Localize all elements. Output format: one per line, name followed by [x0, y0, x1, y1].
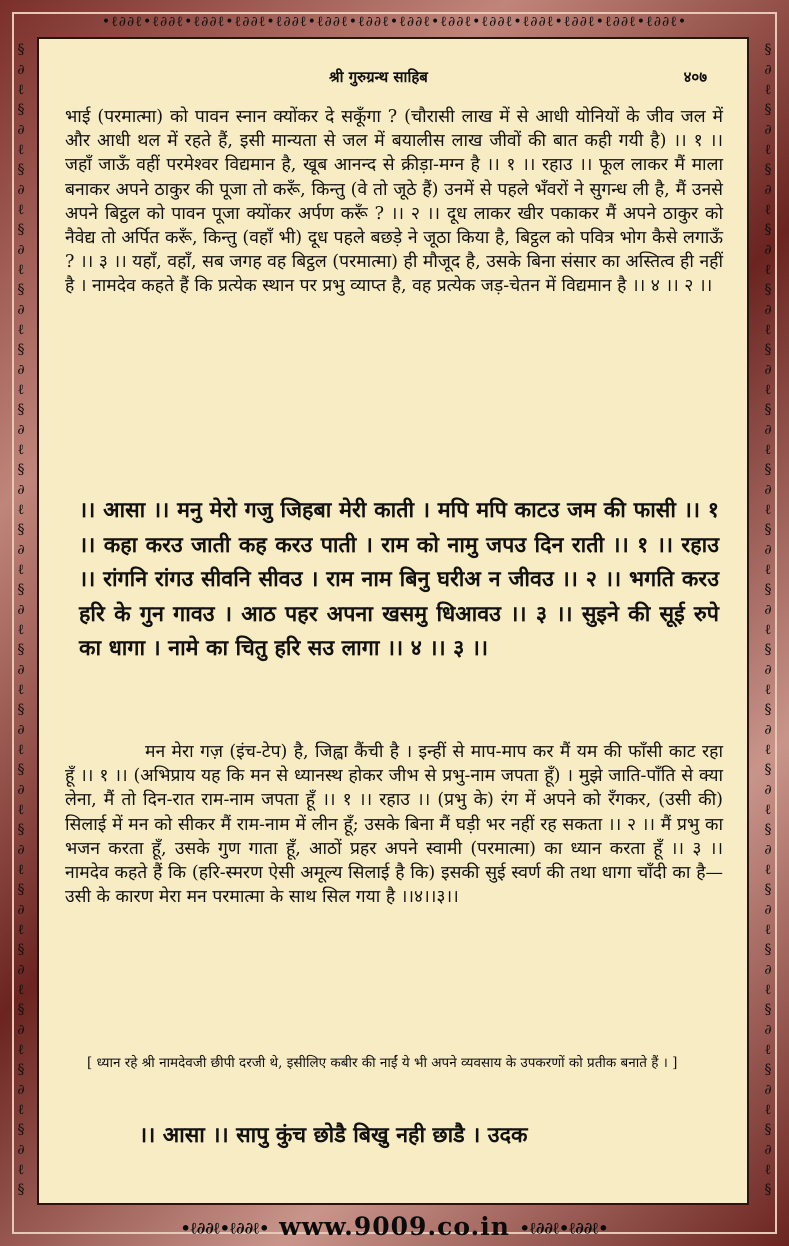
left-ornament: § ∂ ℓ § ∂ ℓ § ∂ ℓ § ∂ ℓ § ∂ ℓ § ∂ ℓ § ∂ ℓ § ∂ ℓ § ∂ ℓ § ∂ ℓ § ∂ ℓ § ∂ ℓ § ∂ ℓ § ∂ ℓ § ∂ ℓ § ∂ ℓ § ∂ ℓ § ∂ ℓ § ∂ ℓ §	[17, 42, 25, 1198]
translation-text-1: भाई (परमात्मा) को पावन स्नान क्योंकर दे सकूँगा ? (चौरासी लाख में से आधी योनियों के जीव जल में और आधी थल में रहते हैं, इसी मान्यता से जल में बयालीस लाख जीवों की बात कही गयी है) ।। १ ।। जहाँ जाऊँ वहीं परमेश्वर विद्यमान है, खूब आनन्द से क्रीड़ा-मग्न है ।। १ ।। रहाउ ।। फूल लाकर मैं माला बनाकर अपने ठाकुर की पूजा तो करूँ, किन्तु (वे तो जूठे हैं) उनमें से पहले भँवरों ने सुगन्ध ली है, मैं उनसे अपने बिट्ठल को पावन पूजा क्योंकर अर्पण करूँ ? ।। २ ।। दूध लाकर खीर पकाकर मैं अपने ठाकुर को नैवेद्य तो अर्पित करूँ, किन्तु (वहाँ भी) दूध पहले बछड़े ने जूठा किया है, बिट्ठल को पवित्र भोग कैसे लगाऊँ ? ।। ३ ।। यहाँ, वहाँ, सब जगह वह बिट्ठल (परमात्मा) ही मौजूद है, उसके बिना संसार का अस्तित्व ही नहीं है । नामदेव कहते हैं कि प्रत्येक स्थान पर प्रभु व्याप्त है, वह प्रत्येक जड़-चेतन में विद्यमान है ।। ४ ।। २ ।।	[65, 107, 724, 297]
website-link[interactable]: www.9009.co.in	[279, 1212, 510, 1241]
page-number: ४०७	[683, 68, 707, 86]
left-swirl-icon: •ℓ∂∂ℓ•ℓ∂∂ℓ•	[180, 1218, 270, 1238]
page-title: श्री गुरुग्रन्थ साहिब	[329, 68, 428, 86]
scripture-page	[37, 37, 749, 1205]
right-swirl-icon: •ℓ∂∂ℓ•ℓ∂∂ℓ•	[519, 1218, 609, 1238]
footnote	[87, 1051, 719, 1103]
verse-block-1	[79, 494, 719, 744]
verse-text-1: ।। आसा ।। मनु मेरो गजु जिहबा मेरी काती । मपि मपि काटउ जम की फासी ।। १ ।। कहा करउ जाती कह करउ पाती । राम को नामु जपउ दिन राती ।। १ ।। रहाउ ।। रांगनि रांगउ सीवनि सीवउ । राम नाम बिनु घरीअ न जीवउ ।। २ ।। भगति करउ हरि के गुन गावउ । आठ पहर अपना खसमु धिआवउ ।। ३ ।। सुइने की सूई रुपे का धागा । नामे का चितु हरि सउ लागा ।। ४ ।। ३ ।।	[79, 498, 719, 661]
translation-block-1	[65, 105, 723, 465]
right-ornament: § ∂ ℓ § ∂ ℓ § ∂ ℓ § ∂ ℓ § ∂ ℓ § ∂ ℓ § ∂ ℓ § ∂ ℓ § ∂ ℓ § ∂ ℓ § ∂ ℓ § ∂ ℓ § ∂ ℓ § ∂ ℓ § ∂ ℓ § ∂ ℓ § ∂ ℓ § ∂ ℓ § ∂ ℓ §	[764, 42, 772, 1198]
translation-block-2	[65, 740, 723, 1070]
verse-block-2	[139, 1119, 719, 1159]
translation-text-2: मन मेरा गज़ (इंच-टेप) है, जिह्वा कैंची है । इन्हीं से माप-माप कर मैं यम की फाँसी काट रहा हूँ ।। १ ।। (अभिप्राय यह कि मन से ध्यानस्थ होकर जीभ से प्रभु-नाम जपता हूँ) । मुझे जाति-पाँति से क्या लेना, मैं तो दिन-रात राम-नाम जपता हूँ ।। १ ।। रहाउ ।। (प्रभु के) रंग में अपने को रँगकर, (उसी की) सिलाई में मन को सीकर मैं राम-नाम में लीन हूँ; उसके बिना मैं घड़ी भर नहीं रह सकता ।। २ ।। मैं प्रभु का भजन करता हूँ, उसके गुण गाता हूँ, आठों प्रहर अपने स्वामी (परमात्मा) का ध्यान करता हूँ ।। ३ ।। नामदेव कहते हैं कि (हरि-स्मरण ऐसी अमूल्य सिलाई है कि) इसकी सुई स्वर्ण की तथा धागा चाँदी का है— उसी के कारण मेरा मन परमात्मा के साथ सिल गया है ।।४।।३।।	[65, 742, 723, 908]
verse-text-2: ।। आसा ।। सापु कुंच छोडै बिखु नही छाडै । उदक	[139, 1123, 528, 1148]
footnote-text: [ ध्यान रहे श्री नामदेवजी छीपी दरजी थे, इसीलिए कबीर की नाईं ये भी अपने व्यवसाय के उपकरणों को प्रतीक बनाते हैं । ]	[87, 1055, 678, 1071]
page-header	[39, 67, 747, 91]
site-footer	[0, 1212, 789, 1246]
top-ornament: •ℓ∂∂ℓ•ℓ∂∂ℓ•ℓ∂∂ℓ•ℓ∂∂ℓ•ℓ∂∂ℓ•ℓ∂∂ℓ•ℓ∂∂ℓ•ℓ∂∂ℓ•ℓ∂∂ℓ•ℓ∂∂ℓ•ℓ∂∂ℓ•ℓ∂∂ℓ•ℓ∂∂ℓ•ℓ∂∂ℓ•	[101, 14, 688, 30]
